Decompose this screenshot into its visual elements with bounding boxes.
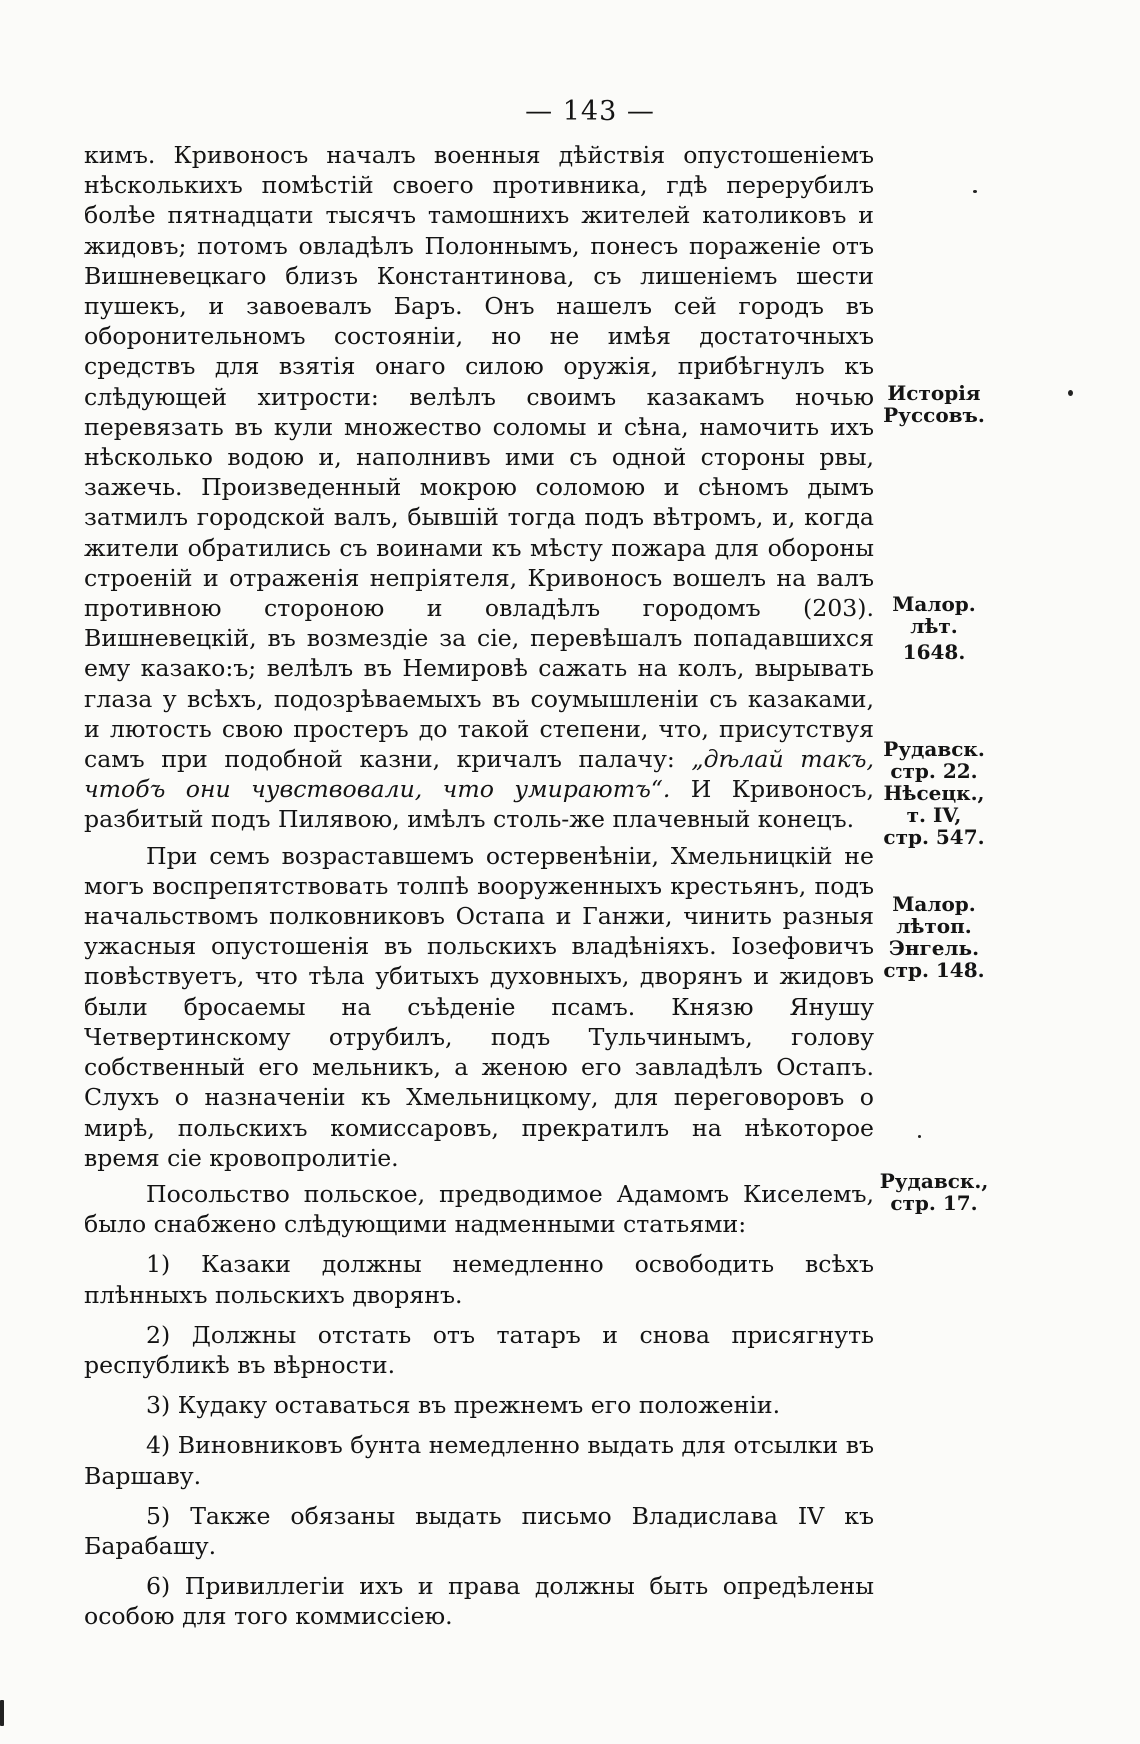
list-item: 1) Казаки должны немедленно освободить всѣхъ плѣнныхъ польскихъ дворянъ. <box>84 1250 874 1309</box>
margin-note-line: стр. 547. <box>883 825 985 849</box>
margin-note-line: стр. 22. <box>890 759 978 783</box>
list-item: 2) Должны отстать отъ татаръ и снова присягнуть республикѣ въ вѣрности. <box>84 1320 874 1379</box>
print-speck <box>0 1700 4 1726</box>
list-item: 5) Также обязаны выдать письмо Владислава IV къ Барабашу. <box>84 1501 874 1560</box>
margin-note-line: 1648. <box>902 640 966 664</box>
paragraph: Посольство польское, предводимое Адамомъ Киселемъ, было снабжено слѣдующими надменными статьями: <box>84 1179 874 1239</box>
margin-note-line: Нѣсецк., <box>883 781 985 805</box>
margin-note-line: лѣт. <box>910 614 958 638</box>
margin-note <box>878 1170 990 1214</box>
margin-note-line: т. IV, <box>906 803 962 827</box>
margin-note-line: Исторія <box>887 381 981 405</box>
margin-note <box>878 382 990 426</box>
print-speck <box>973 190 977 193</box>
paragraph <box>84 140 874 835</box>
margin-note-line: Руссовъ. <box>883 403 985 427</box>
print-speck <box>918 1135 921 1138</box>
paragraph-text: кимъ. Кривоносъ началъ военныя дѣйствія опустошеніемъ нѣсколькихъ помѣстій своего противника, гдѣ перерубилъ болѣе пятнадцати тысячъ тамошнихъ жителей католиковъ и жидовъ; потомъ овладѣлъ Полоннымъ, понесъ пораженіе отъ Вишневецкаго близъ Константинова, съ лишеніемъ шести пушекъ, и завоевалъ Баръ. Онъ нашелъ сей городъ въ оборонительномъ состояніи, но не имѣя достаточныхъ средствъ для взятія онаго силою оружія, прибѣгнулъ къ слѣдующей хитрости: велѣлъ своимъ казакамъ ночью перевязать въ кули множество соломы и сѣна, намочить ихъ нѣсколько водою и, наполнивъ ими съ одной стороны рвы, зажечь. Произведенный мокрою соломою и сѣномъ дымъ затмилъ городской валъ, бывшій тогда подъ вѣтромъ, и, когда жители обратились съ воинами къ мѣсту пожара для обороны строеній и отраженія непріятеля, Кривоносъ вошелъ на валъ противною стороною и овладѣлъ городомъ (203). Вишневецкій, въ возмездіе за сіе, перевѣшалъ попадавшихся ему казако:ъ; велѣлъ въ Немировѣ сажать на колъ, вырывать глаза у всѣхъ, подозрѣваемыхъ въ соумышленіи съ казаками, и лютость свою простеръ до такой степени, что, присутствуя самъ при подобной казни, кричалъ палачу: <box>84 141 874 774</box>
margin-note-line: стр. 17. <box>890 1191 978 1215</box>
list-item: 4) Виновниковъ бунта немедленно выдать для отсылки въ Варшаву. <box>84 1431 874 1490</box>
margin-note <box>878 738 990 848</box>
print-speck <box>1068 390 1073 396</box>
list-item: 3) Кудаку оставаться въ прежнемъ его положеніи. <box>146 1391 781 1420</box>
margin-note-line: Энгель. <box>888 936 980 960</box>
margin-note <box>878 593 990 663</box>
margin-note-line: Рудавск. <box>883 737 985 761</box>
page-number: — 143 — <box>525 96 655 127</box>
margin-note-line: лѣтоп. <box>896 914 972 938</box>
margin-note <box>878 893 990 981</box>
margin-note-line: Малор. <box>892 592 976 616</box>
margin-note-line: Малор. <box>892 892 976 916</box>
demands-list <box>84 1249 874 1631</box>
margin-note-line: Рудавск., <box>879 1169 989 1193</box>
quoted-speech: „дѣлай такъ, чтобъ они чувствовали, что умираютъ“. <box>84 745 874 804</box>
list-item: 6) Привиллегіи ихъ и права должны быть опредѣлены особою для того коммиссіею. <box>84 1572 874 1631</box>
margin-note-line: стр. 148. <box>883 958 985 982</box>
main-text <box>84 140 874 1632</box>
paragraph: При семъ возраставшемъ остервенѣніи, Хмельницкій не могъ воспрепятствовать толпѣ вооруженныхъ крестьянъ, подъ начальствомъ полковниковъ Остапа и Ганжи, чинить разныя ужасныя опустошенія въ польскихъ владѣніяхъ. Іозефовичъ повѣствуетъ, что тѣла убитыхъ духовныхъ, дворянъ и жидовъ были бросаемы на съѣденіе псамъ. Князю Янушу Четвертинскому отрубилъ, подъ Тульчинымъ, голову собственный его мельникъ, а женою его завладѣлъ Остапъ. Слухъ о назначеніи къ Хмельницкому, для переговоровъ о мирѣ, польскихъ комиссаровъ, прекратилъ на нѣкоторое время сіе кровопролитіе. <box>84 841 874 1172</box>
paragraph-text: И Кривоносъ, разбитый подъ Пилявою, имѣлъ столь-же плачевный конецъ. <box>84 775 874 834</box>
